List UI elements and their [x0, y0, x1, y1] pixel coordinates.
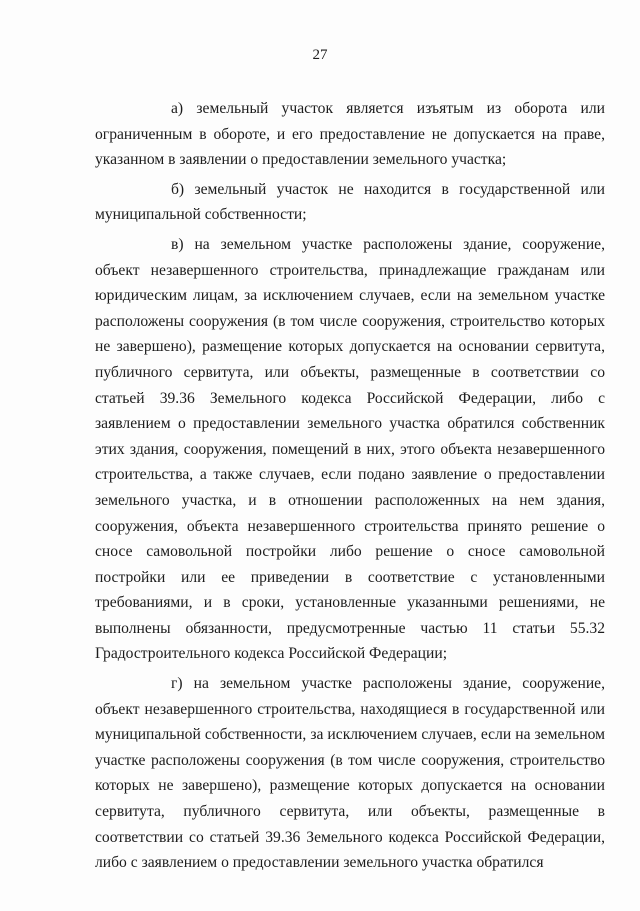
- page-number: 27: [312, 47, 328, 63]
- paragraph-v: [95, 232, 605, 667]
- paragraph-letter: а): [171, 100, 184, 117]
- paragraph-text: на земельном участке расположены здание, сооружение, объект незавершенного строительства, принадлежащие гражданам или юридическим лицам, за исключением случаев, если на земельном участке расположены сооружения (в том числе сооружения, строительство которых не завершено), размещение которых допускается на основании сервитута, публичного сервитута, или объекты, размещенные в соответствии со статьей 39.36 Земельного кодекса Российской Федерации, либо с заявлением о предоставлении земельного участка обратился собственник этих здания, сооружения, помещений в них, этого объекта незавершенного строительства, а также случаев, если подано заявление о предоставлении земельного участка, и в отношении расположенных на нем здания, сооружения, объекта незавершенного строительства принято решение о сносе самовольной постройки либо решение о сносе самовольной постройки или ее приведении в соответствие с установленными требованиями, и в сроки, установленные указанными решениями, не выполнены обязанности, предусмотренные частью 11 статьи 55.32 Градостроительного кодекса Российской Федерации;: [95, 235, 605, 663]
- paragraph-letter: б): [171, 180, 185, 198]
- paragraph-text: земельный участок не находится в государственной или муниципальной собственности;: [95, 180, 605, 224]
- paragraph-b: [95, 177, 605, 228]
- paragraph-text: на земельном участке расположены здание, сооружение, объект незавершенного строительства, находящиеся в государственной или муниципальной собственности, за исключением случаев, если на земельном участке расположены сооружения (в том числе сооружения, строительство которых не завершено), размещение которых допускается на основании сервитута, публичного сервитута, или объекты, размещенные в соответствии со статьей 39.36 Земельного кодекса Российской Федерации, либо с заявлением о предоставлении земельного участка обратился: [95, 675, 605, 872]
- paragraph-a: [95, 96, 605, 173]
- document-body: [95, 96, 605, 880]
- paragraph-letter: в): [171, 235, 184, 253]
- paragraph-letter: г): [171, 675, 183, 693]
- paragraph-text: земельный участок является изъятым из оборота или ограниченным в обороте, и его предоставление не допускается на праве, указанном в заявлении о предоставлении земельного участка;: [95, 100, 605, 169]
- paragraph-g: [95, 671, 605, 876]
